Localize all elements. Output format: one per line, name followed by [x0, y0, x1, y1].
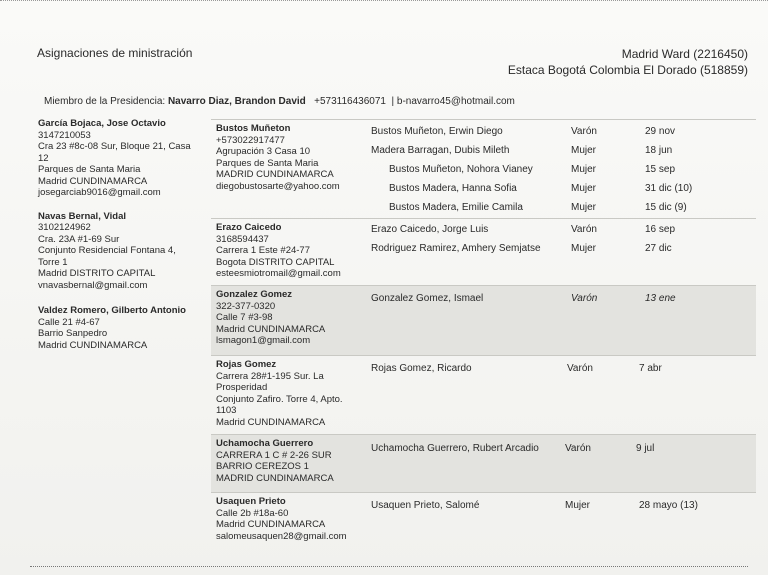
minister-address: Conjunto Residencial Fontana 4,: [38, 245, 176, 256]
member-birthday: 9 jul: [636, 443, 655, 454]
presidency-name: Navarro Diaz, Brandon David: [167, 96, 306, 107]
family-address: Conjunto Zafiro. Torre 4, Apto.: [216, 393, 343, 405]
family-name: Gonzalez Gomez: [216, 289, 293, 300]
minister-email: josegarciab9016@gmail.com: [38, 187, 161, 198]
minister-address: Cra. 23A #1-69 Sur: [38, 233, 120, 245]
member-gender: Varón: [571, 293, 598, 304]
minister-entry: [38, 305, 208, 351]
presidency-label: Miembro de la Presidencia:: [44, 96, 166, 107]
family-info: [216, 123, 366, 192]
member-birthday: 31 dic (10): [645, 183, 693, 194]
minister-entry: [38, 118, 208, 199]
family-city: Madrid CUNDINAMARCA: [216, 416, 326, 428]
family-name: Bustos Muñeton: [216, 123, 291, 134]
family-block: [211, 218, 756, 286]
family-email: esteesmiotromail@gmail.com: [216, 268, 341, 279]
member-row: [371, 224, 756, 242]
family-name: Uchamocha Guerrero: [216, 438, 314, 449]
family-info: [216, 496, 366, 542]
minister-city: Madrid CUNDINAMARCA: [38, 339, 148, 351]
family-address: 1103: [216, 405, 237, 416]
member-birthday: 18 jun: [645, 145, 673, 156]
member-name: Bustos Madera, Emilie Camila: [389, 202, 523, 213]
presidency-email: b-navarro45@hotmail.com: [396, 96, 515, 107]
minister-name: Valdez Romero, Gilberto Antonio: [38, 305, 186, 316]
member-gender: Mujer: [571, 202, 597, 213]
member-name: Rojas Gomez, Ricardo: [371, 363, 472, 374]
minister-address: Torre 1: [38, 256, 68, 268]
member-row: [371, 500, 756, 518]
ward-name: Madrid Ward (2216450): [621, 47, 748, 61]
member-gender: Varón: [571, 126, 597, 137]
family-email: lsmagon1@gmail.com: [216, 335, 311, 346]
member-birthday: 7 abr: [639, 363, 662, 374]
family-address: Prosperidad: [216, 382, 268, 393]
member-name: Uchamocha Guerrero, Rubert Arcadio: [371, 443, 539, 454]
member-row: [371, 443, 756, 461]
minister-address: Cra 23 #8c-08 Sur, Bloque 21, Casa: [38, 141, 191, 152]
member-gender: Mujer: [571, 145, 597, 156]
member-birthday: 15 sep: [645, 164, 676, 175]
family-city: Bogota DISTRITO CAPITAL: [216, 256, 335, 268]
minister-name: García Bojaca, Jose Octavio: [38, 118, 166, 129]
family-block: [211, 285, 756, 356]
family-address: Calle 2b #18a-60: [216, 507, 289, 519]
family-city: MADRID CUNDINAMARCA: [216, 169, 334, 180]
minister-name: Navas Bernal, Vidal: [38, 210, 127, 222]
member-name: Bustos Muñeton, Erwin Diego: [371, 126, 503, 137]
member-gender: Varón: [571, 224, 597, 235]
family-name: Rojas Gomez: [216, 359, 277, 370]
family-email: salomeusaquen28@gmail.com: [216, 530, 347, 542]
minister-city: Madrid DISTRITO CAPITAL: [38, 268, 156, 279]
member-birthday: 16 sep: [645, 224, 676, 235]
member-row: [371, 164, 756, 182]
family-info: [216, 222, 366, 280]
family-name: Erazo Caicedo: [216, 222, 282, 233]
member-birthday: 29 nov: [645, 126, 676, 137]
stake-name: Estaca Bogotá Colombia El Dorado (518859): [507, 63, 748, 77]
ministers-column: [38, 118, 208, 363]
family-city: Madrid CUNDINAMARCA: [216, 323, 326, 335]
member-row: [371, 145, 756, 163]
member-row: [371, 126, 756, 144]
member-gender: Mujer: [571, 243, 597, 254]
family-address: CARRERA 1 C # 2-26 SUR: [216, 449, 332, 461]
family-block: [211, 492, 756, 551]
member-row: [371, 363, 756, 381]
member-row: [371, 293, 756, 311]
member-row: [371, 183, 756, 201]
member-name: Gonzalez Gomez, Ismael: [371, 293, 484, 304]
minister-address: Parques de Santa Maria: [38, 164, 141, 175]
family-block: [211, 119, 756, 219]
presidency-separator: |: [391, 96, 395, 107]
minister-email: vnavasbernal@gmail.com: [38, 279, 148, 291]
member-birthday: 13 ene: [645, 293, 676, 304]
family-info: [216, 438, 366, 484]
minister-address: Calle 21 #4-67: [38, 316, 100, 328]
minister-address: 12: [38, 152, 49, 164]
bottom-divider: [30, 566, 748, 567]
member-name: Madera Barragan, Dubis Mileth: [371, 145, 510, 156]
family-address: Calle 7 #3-98: [216, 312, 273, 323]
minister-phone: 3147210053: [38, 129, 91, 141]
member-gender: Varón: [567, 363, 593, 374]
family-address: Parques de Santa Maria: [216, 157, 319, 169]
family-city: MADRID CUNDINAMARCA: [216, 472, 334, 484]
member-row: [371, 243, 756, 261]
family-address: Carrera 1 Este #24-77: [216, 245, 310, 256]
family-info: [216, 359, 366, 428]
family-email: diegobustosarte@yahoo.com: [216, 180, 340, 192]
minister-entry: [38, 211, 208, 292]
member-name: Usaquen Prieto, Salomé: [371, 500, 480, 511]
member-name: Bustos Madera, Hanna Sofia: [389, 183, 517, 194]
minister-address: Barrio Sanpedro: [38, 328, 108, 339]
family-address: Carrera 28#1-195 Sur. La: [216, 370, 324, 382]
minister-city: Madrid CUNDINAMARCA: [38, 175, 148, 187]
top-edge-divider: [0, 0, 768, 5]
member-name: Bustos Muñeton, Nohora Vianey: [389, 164, 533, 175]
member-gender: Mujer: [571, 183, 597, 194]
member-name: Rodriguez Ramirez, Amhery Semjatse: [371, 243, 541, 254]
presidency-line: [44, 96, 515, 107]
family-phone: +573022917477: [216, 134, 285, 146]
family-phone: 3168594437: [216, 233, 269, 245]
family-block: [211, 434, 756, 493]
member-birthday: 28 mayo (13): [639, 500, 698, 511]
family-name: Usaquen Prieto: [216, 496, 286, 507]
member-gender: Mujer: [565, 500, 591, 511]
member-name: Erazo Caicedo, Jorge Luis: [371, 224, 489, 235]
family-info: [216, 289, 366, 347]
family-block: [211, 355, 756, 435]
member-gender: Varón: [565, 443, 591, 454]
minister-phone: 3102124962: [38, 222, 91, 233]
page-title: Asignaciones de ministración: [37, 46, 193, 60]
member-birthday: 15 dic (9): [645, 202, 687, 213]
family-city: Madrid CUNDINAMARCA: [216, 519, 326, 530]
member-gender: Mujer: [571, 164, 597, 175]
family-phone: 322-377-0320: [216, 300, 276, 312]
member-birthday: 27 dic: [645, 243, 672, 254]
presidency-phone: +573116436071: [314, 96, 386, 107]
family-address: BARRIO CEREZOS 1: [216, 461, 309, 472]
family-address: Agrupación 3 Casa 10: [216, 146, 311, 157]
